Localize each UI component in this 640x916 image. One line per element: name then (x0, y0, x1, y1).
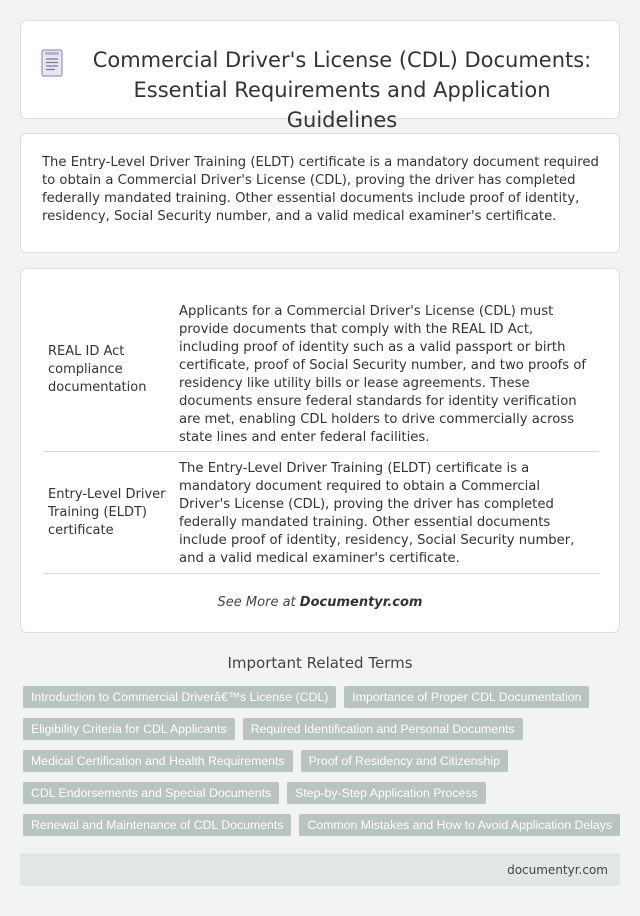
table-row-label: REAL ID Act compliance documentation (48, 344, 147, 395)
footer (20, 853, 620, 886)
related-term-tag[interactable]: Medical Certification and Health Requirements (23, 750, 293, 772)
table-row-description: The Entry-Level Driver Training (ELDT) certificate is a mandatory document required to obtain a Commercial Driver's License (CDL), proving the driver has completed federally mandated training. Other essential documents include proof of identity, residency, Social Security number, and a valid medical examiner's certificate. (179, 461, 575, 566)
related-terms-list (23, 686, 623, 836)
related-term-tag[interactable]: Importance of Proper CDL Documentation (344, 686, 589, 708)
see-more-prefix: See More at (217, 595, 296, 610)
see-more-site: Documentyr.com (299, 595, 423, 610)
table-row-label: Entry-Level Driver Training (ELDT) certificate (48, 486, 166, 538)
table-row (43, 289, 599, 452)
header-card (20, 20, 620, 132)
document-icon (41, 49, 63, 77)
footer-site-link[interactable]: documentyr.com (507, 862, 608, 877)
intro-card (20, 133, 620, 253)
related-term-tag[interactable]: Proof of Residency and Citizenship (301, 750, 508, 772)
related-terms-heading: Important Related Terms (227, 654, 413, 672)
related-term-tag[interactable]: CDL Endorsements and Special Documents (23, 782, 279, 804)
page-title (85, 45, 599, 135)
related-term-tag[interactable]: Eligibility Criteria for CDL Applicants (23, 718, 235, 740)
related-term-tag[interactable]: Common Mistakes and How to Avoid Application Delays (299, 814, 620, 836)
related-term-tag[interactable]: Introduction to Commercial Driverâ€™s License (CDL) (23, 686, 336, 708)
table-row-description: Applicants for a Commercial Driver's License (CDL) must provide documents that comply with the REAL ID Act, including proof of identity such as a valid passport or birth certificate, proof of Social Security number, and two proofs of residency like utility bills or lease agreements. These documents ensure federal standards for identity verification are met, enabling CDL holders to drive commercially across state lines and enter federal facilities. (179, 304, 587, 445)
related-term-tag[interactable]: Step-by-Step Application Process (287, 782, 486, 804)
documents-table (43, 289, 599, 574)
table-row (43, 452, 599, 574)
intro-paragraph: The Entry-Level Driver Training (ELDT) certificate is a mandatory document required to obtain a Commercial Driver's License (CDL), proving the driver has completed federally mandated training. Other essential documents include proof of identity, residency, Social Security number, and a valid medical examiner's certificate. (42, 155, 599, 224)
see-more-link[interactable] (21, 595, 619, 610)
related-term-tag[interactable]: Required Identification and Personal Documents (243, 718, 523, 740)
page-title-line-1: Commercial Driver's License (CDL) Documents: (92, 48, 592, 72)
page-title-line-2: Essential Requirements and Application Guidelines (133, 78, 551, 132)
related-term-tag[interactable]: Renewal and Maintenance of CDL Documents (23, 814, 291, 836)
documents-table-card (20, 268, 620, 633)
